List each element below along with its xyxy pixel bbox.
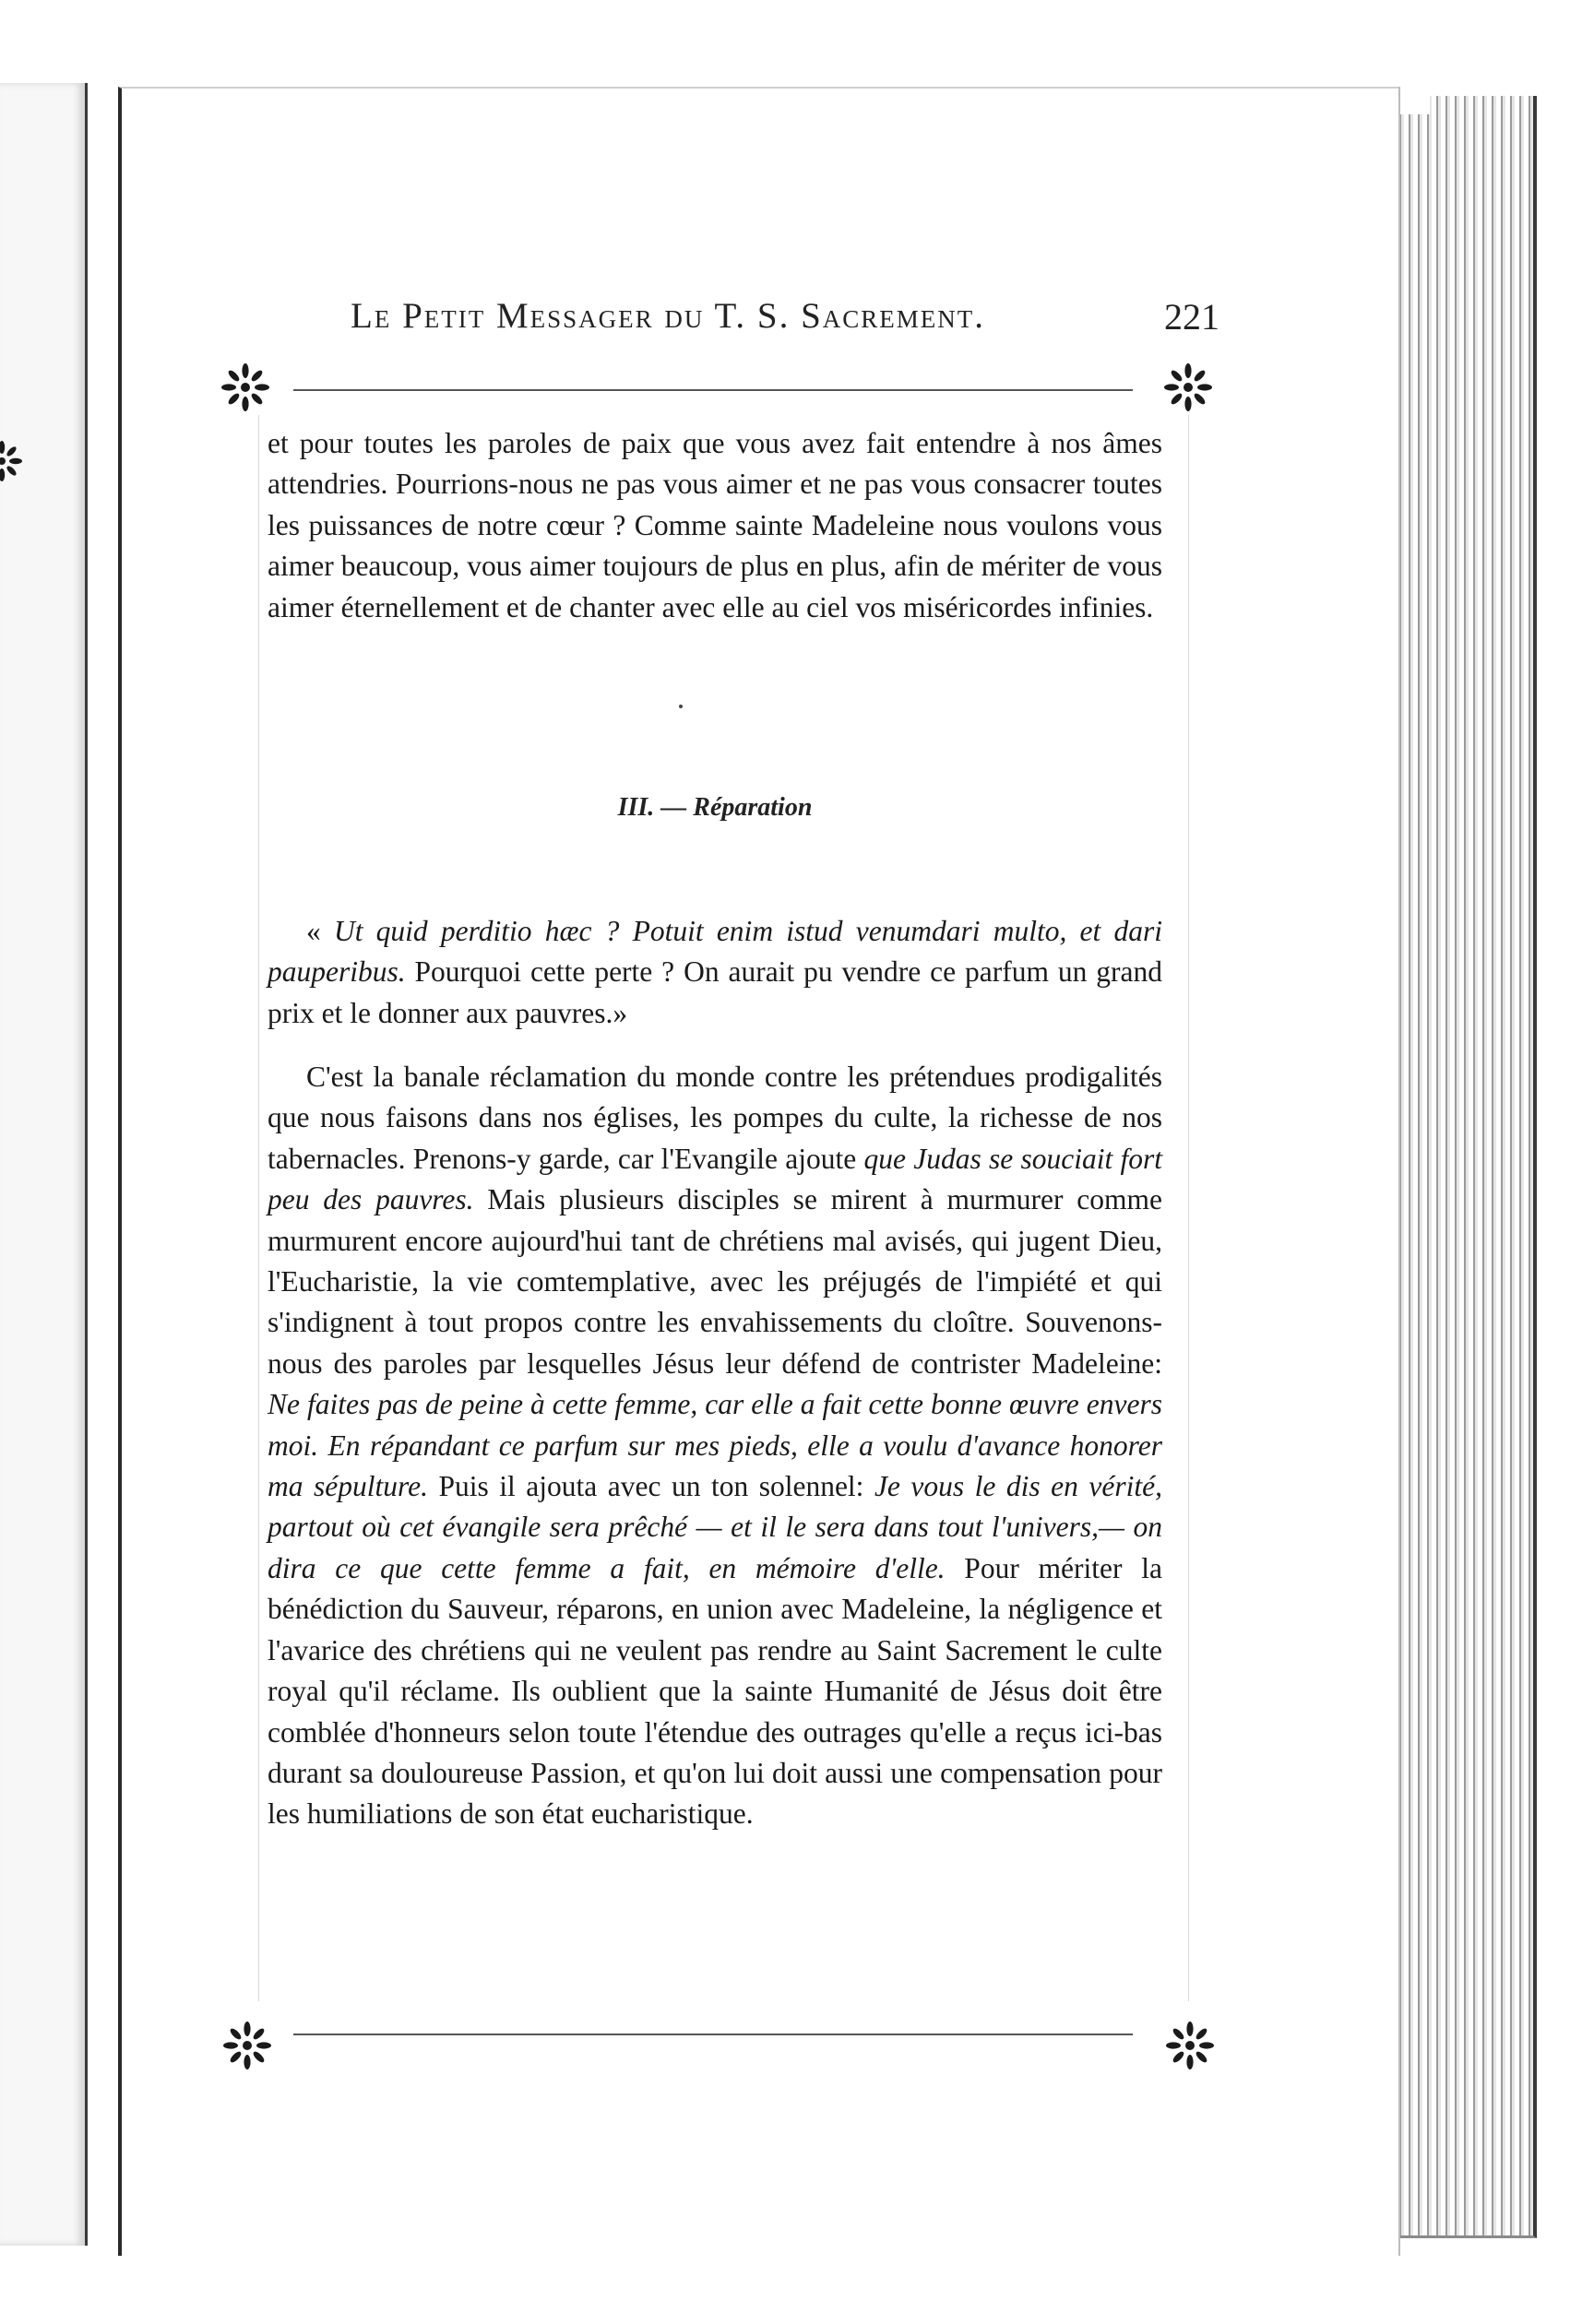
top-rule [293, 389, 1133, 391]
bottom-rule [293, 2034, 1133, 2035]
left-page-edge [0, 83, 88, 2246]
paragraph-quotation: « Ut quid perditio hæc ? Potuit enim istud venumdari multo, et dari pauperibus. Pourquoi cette perte ? On aurait pu vendre ce parfum un grand prix et le donner aux pauvres.» [268, 915, 1162, 1029]
flower-ornament-icon [220, 362, 271, 413]
french-translation: Pourquoi cette perte ? On aurait pu vendre ce parfum un grand prix et le donner aux pauvres.» [268, 955, 1162, 1029]
latin-quotation: Ut quid perditio hæc ? Potuit enim istud venumdari multo, et dari pauperibus. [268, 915, 1162, 989]
flower-ornament-icon [1164, 2020, 1216, 2071]
italic-quotation: Je vous le dis en vérité, partout où cet évangile sera prêché — et il le sera dans tout l'univers,— on dira ce que cette femme a fait, en mémoire d'elle. [268, 1470, 1163, 1584]
running-header [351, 295, 1219, 341]
frame-line-right [1188, 415, 1189, 2001]
frame-line-left [258, 415, 259, 2001]
paragraph-continuation: et pour toutes les paroles de paix que vous avez fait entendre à nos âmes attendries. Pourrions-nous ne pas vous aimer et ne pas vous consacrer toutes les puissances de notre cœur ? Comme sainte Madeleine nous voulons vous aimer beaucoup, vous aimer toujours de plus en plus, afin de mériter de vous aimer éternellement et de chanter avec elle au ciel vos miséricordes infinies. [268, 427, 1162, 623]
page-stack-edge [1395, 96, 1537, 2238]
page-number: 221 [1164, 296, 1219, 338]
paragraph-commentary: C'est la banale réclamation du monde contre les prétendues prodigalités que nous faisons dans nos églises, les pompes du culte, la richesse de nos tabernacles. Prenons-y garde, car l'Evangile ajoute que Judas se souciait fort peu des pauvres. Mais plusieurs disciples se mirent à murmurer comme murmurent encore aujourd'hui tant de chrétiens mal avisés, qui jugent Dieu, l'Eucharistie, la vie comtemplative, avec les préjugés de l'impiété et qui s'indignent à tout propos contre les envahissements du cloître. Souvenons-nous des paroles par lesquelles Jésus leur défend de contrister Madeleine: Ne faites pas de peine à cette femme, car elle a fait cette bonne œuvre envers moi. En répandant ce parfum sur mes pieds, elle a voulu d'avance honorer ma sépulture. Puis il ajouta avec un ton solennel: Je vous le dis en vérité, partout où cet évangile sera prêché — et il le sera dans tout l'univers,— on dira ce que cette femme a fait, en mémoire d'elle. Pour mériter la bénédiction du Sauveur, réparons, en union avec Madeleine, la négligence et l'avarice des chrétiens qui ne veulent pas rendre au Saint Sacrement le culte royal qu'il réclame. Ils oublient que la sainte Humanité de Jésus doit être comblée d'honneurs selon toute l'étendue des outrages qu'elle a reçus ici-bas durant sa douloureuse Passion, et qu'on lui doit aussi une compensation pour les humiliations de son état eucharistique. [268, 1061, 1163, 1831]
italic-quotation: Ne faites pas de peine à cette femme, car elle a fait cette bonne œuvre envers moi. En répandant ce parfum sur mes pieds, elle a voulu d'avance honorer ma sépulture. [268, 1388, 1162, 1503]
flower-ornament-icon [221, 2020, 273, 2071]
italic-phrase: que Judas se souciait fort peu des pauvres. [268, 1142, 1163, 1216]
section-heading: III. — Réparation [617, 793, 813, 822]
running-title: Le Petit Messager du T. S. Sacrement. [351, 296, 986, 336]
flower-ornament-icon [1162, 362, 1214, 413]
flower-ornament-icon [0, 439, 24, 483]
